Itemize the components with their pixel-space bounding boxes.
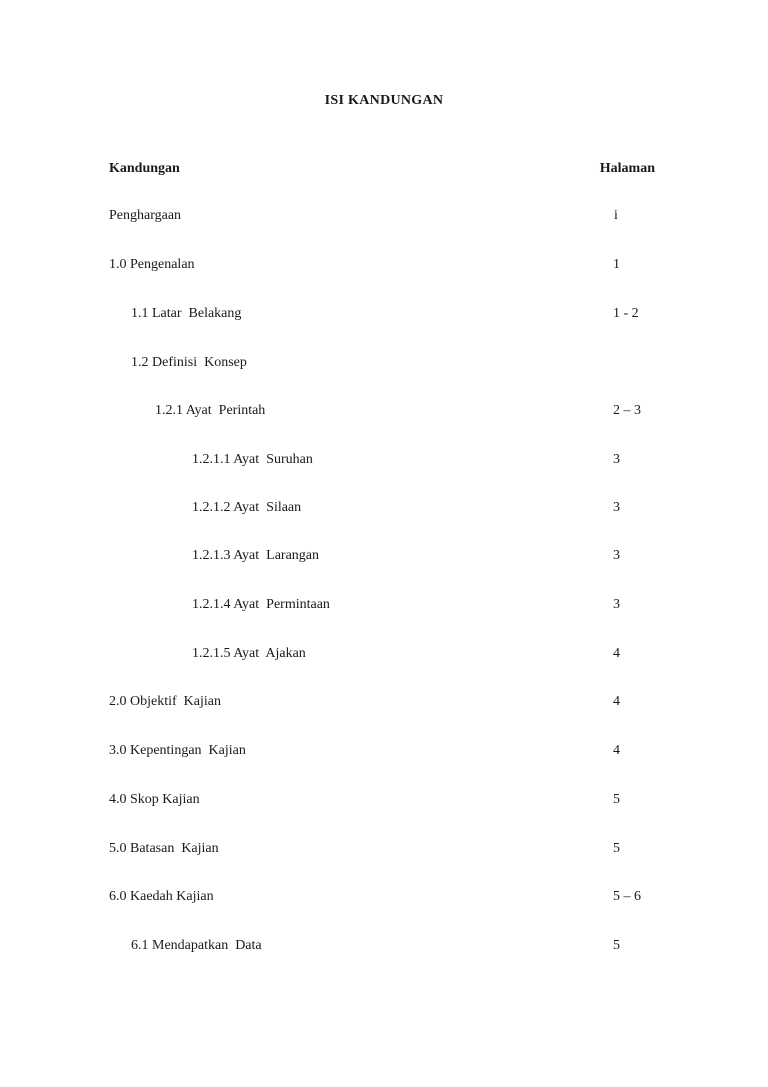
- toc-entry-page: 5: [613, 938, 620, 953]
- toc-entry: [0, 257, 768, 277]
- toc-entry: [0, 597, 768, 617]
- toc-entry: [0, 938, 768, 958]
- toc-entry-label: 6.1 Mendapatkan Data: [131, 938, 262, 953]
- toc-entry: [0, 355, 768, 375]
- toc-entry-label: 1.2.1 Ayat Perintah: [155, 403, 266, 418]
- toc-entry: [0, 889, 768, 909]
- toc-entry-label: 1.1 Latar Belakang: [131, 306, 242, 321]
- toc-entry: [0, 646, 768, 666]
- toc-entry: [0, 694, 768, 714]
- toc-entry-page: 5: [613, 841, 620, 856]
- toc-entry-label: 1.2.1.3 Ayat Larangan: [192, 548, 320, 563]
- toc-entry-label: 2.0 Objektif Kajian: [109, 694, 221, 709]
- toc-entry: [0, 743, 768, 763]
- toc-header: [109, 161, 655, 181]
- toc-entry: [0, 208, 768, 228]
- toc-entry-label: 1.2.1.1 Ayat Suruhan: [192, 452, 313, 467]
- toc-entry-label: 4.0 Skop Kajian: [109, 792, 200, 807]
- toc-entry-page: 2 – 3: [613, 403, 641, 418]
- toc-entry: [0, 792, 768, 812]
- toc-entry-page: 3: [613, 452, 620, 467]
- toc-entry-page: 3: [613, 548, 620, 563]
- toc-entry-page: 5: [613, 792, 620, 807]
- toc-entry-label: 3.0 Kepentingan Kajian: [109, 743, 246, 758]
- toc-entry: [0, 500, 768, 520]
- toc-entry-page: 5 – 6: [613, 889, 641, 904]
- contents-column-header: Kandungan: [109, 161, 180, 176]
- toc-entry-page: i: [614, 208, 618, 223]
- toc-entry-label: 1.2 Definisi Konsep: [131, 355, 247, 370]
- toc-entry-page: 3: [613, 500, 620, 515]
- toc-entry: [0, 452, 768, 472]
- toc-entry-page: 4: [613, 646, 620, 661]
- toc-entry-page: 1: [613, 257, 620, 272]
- toc-entry-page: 4: [613, 743, 620, 758]
- toc-entry: [0, 403, 768, 423]
- toc-entry-label: 1.2.1.5 Ayat Ajakan: [192, 646, 306, 661]
- toc-entry-label: 6.0 Kaedah Kajian: [109, 889, 214, 904]
- toc-entry: [0, 841, 768, 861]
- toc-entry-page: 4: [613, 694, 620, 709]
- toc-entry: [0, 548, 768, 568]
- toc-entry-label: 1.2.1.4 Ayat Permintaan: [192, 597, 330, 612]
- toc-entry: [0, 306, 768, 326]
- page-column-header: Halaman: [599, 161, 655, 176]
- page-title: ISI KANDUNGAN: [324, 93, 444, 108]
- toc-entry-label: 1.2.1.2 Ayat Silaan: [192, 500, 302, 515]
- toc-entry-label: Penghargaan: [109, 208, 182, 223]
- toc-entry-label: 1.0 Pengenalan: [109, 257, 195, 272]
- toc-entry-label: 5.0 Batasan Kajian: [109, 841, 219, 856]
- toc-entry-page: 3: [613, 597, 620, 612]
- toc-entry-page: 1 - 2: [613, 306, 639, 321]
